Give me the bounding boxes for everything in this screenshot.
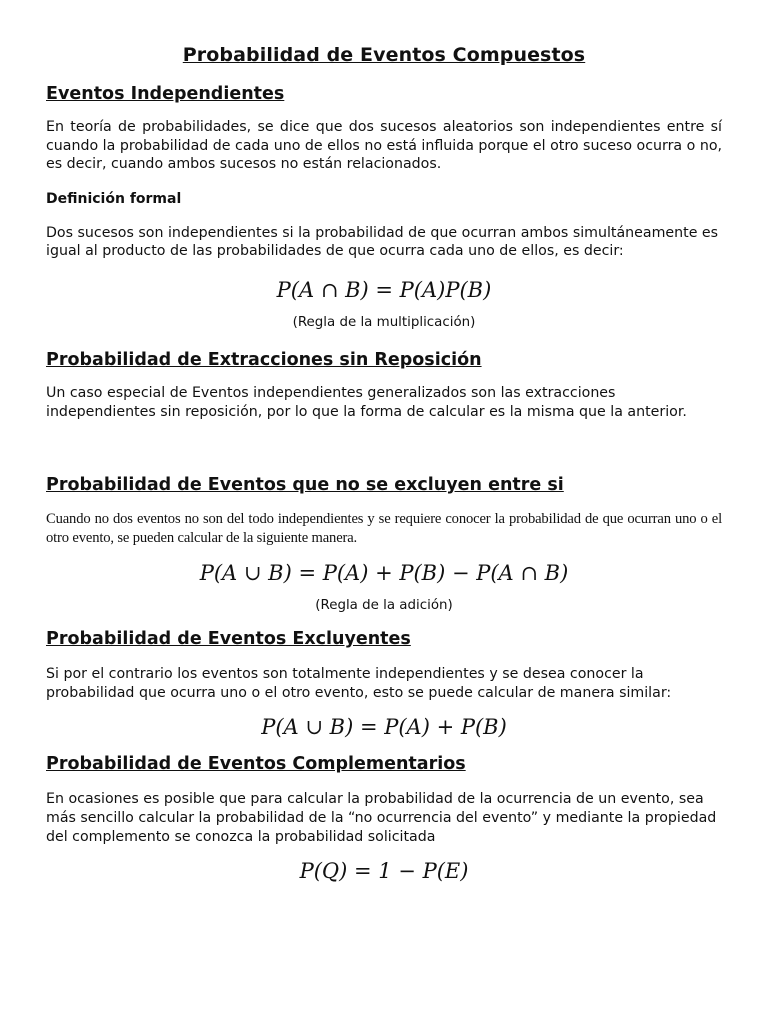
section-extracciones: [46, 350, 722, 421]
formula-caption: (Regla de la multiplicación): [292, 314, 476, 330]
section-paragraph: En ocasiones es posible que para calcular la probabilidad de la ocurrencia de un evento, sea más sencillo calcular la probabilidad de la “no ocurrencia del evento” y mediante la propiedad del complemento se conozca la probabilidad solicitada: [46, 791, 717, 845]
section-heading: Probabilidad de Extracciones sin Reposición: [46, 349, 482, 370]
section-heading: Eventos Independientes: [46, 84, 285, 104]
section-paragraph: Un caso especial de Eventos independientes generalizados son las extracciones independientes sin reposición, por lo que la forma de calcular es la misma que la anterior.: [46, 384, 687, 420]
section-complementarios: [46, 754, 722, 884]
document-title: Probabilidad de Eventos Compuestos: [182, 44, 586, 66]
multiplication-formula: P(A ∩ B) = P(A)P(B): [276, 277, 492, 302]
section-heading: Probabilidad de Eventos Complementarios: [46, 754, 466, 775]
section-heading: Probabilidad de Eventos Excluyentes: [46, 629, 411, 650]
formula-caption: (Regla de la adición): [315, 598, 453, 614]
complement-formula: P(Q) = 1 − P(E): [299, 859, 469, 884]
section-paragraph: Cuando no dos eventos no son del todo independientes y se requiere conocer la probabilidad de que ocurran uno o el otro evento, se pueden calcular de la siguiente manera.: [46, 511, 722, 547]
exclusive-formula: P(A ∪ B) = P(A) + P(B): [261, 715, 507, 740]
section-heading: Probabilidad de Eventos que no se excluyen entre si: [46, 475, 564, 496]
section-eventos-independientes: [46, 84, 722, 330]
subsection-heading: Definición formal: [46, 190, 182, 207]
definition-paragraph: Dos sucesos son independientes si la probabilidad de que ocurran ambos simultáneamente es igual al producto de las probabilidades de que ocurra cada uno de ellos, es decir:: [46, 224, 719, 260]
addition-formula: P(A ∪ B) = P(A) + P(B) − P(A ∩ B): [199, 561, 569, 586]
section-no-excluyen: [46, 475, 722, 613]
section-excluyentes: [46, 629, 722, 740]
section-paragraph: Si por el contrario los eventos son totalmente independientes y se desea conocer la probabilidad que ocurra uno o el otro evento, esto se puede calcular de manera similar:: [46, 666, 672, 701]
section-paragraph: En teoría de probabilidades, se dice que dos sucesos aleatorios son independientes entre sí cuando la probabilidad de cada uno de ellos no está influida porque el otro suceso ocurra o no, es decir, cuando ambos sucesos no están relacionados.: [46, 119, 723, 173]
